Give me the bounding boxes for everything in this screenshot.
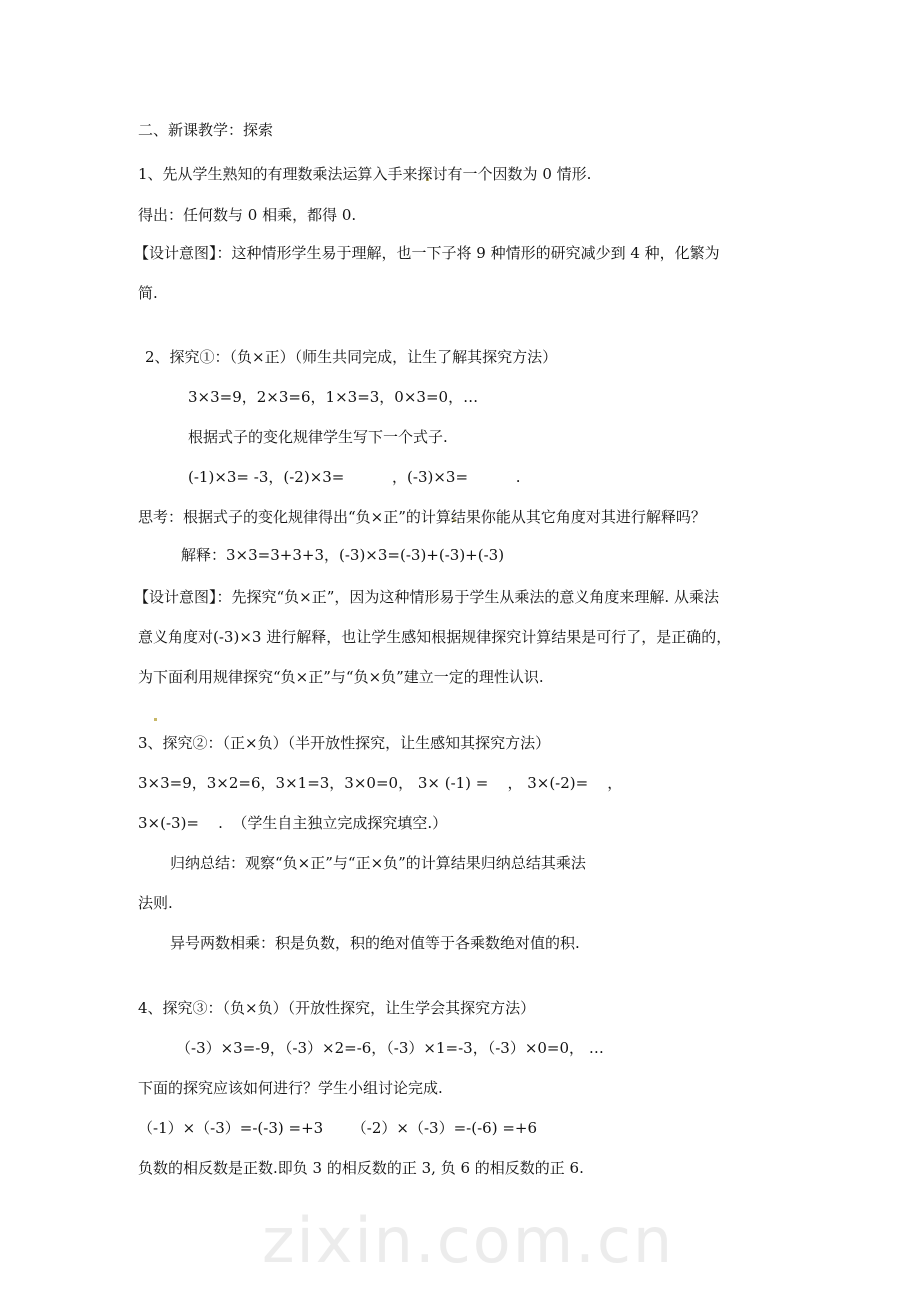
paragraph: 1、先从学生熟知的有理数乘法运算入手来探讨有一个因数为 0 情形. <box>138 165 592 183</box>
stray-mark <box>154 718 157 721</box>
formula-line: （-3）×3=-9，（-3）×2=-6，（-3）×1=-3，（-3）×0=0， … <box>176 1039 604 1057</box>
item-heading: 3、探究②：（正×负）（半开放性探究，让生感知其探究方法） <box>138 734 551 752</box>
paragraph: 为下面利用规律探究“负×正”与“负×负”建立一定的理性认识. <box>138 668 544 686</box>
paragraph: 得出：任何数与 0 相乘，都得 0. <box>138 206 357 224</box>
paragraph: 法则. <box>138 894 173 912</box>
formula-line: 3×3=9，3×2=6，3×1=3，3×0=0， 3× (-1) = ， 3×(-2)= ， <box>138 774 623 792</box>
item-heading: 4、探究③：（负×负）（开放性探究，让生学会其探究方法） <box>138 999 536 1017</box>
formula-line: 解释：3×3=3+3+3，(-3)×3=(-3)+(-3)+(-3) <box>181 546 505 564</box>
section-heading: 二、新课教学：探索 <box>138 121 274 139</box>
paragraph: 【设计意图】：先探究“负×正”，因为这种情形易于学生从乘法的意义角度来理解. 从乘法 <box>134 588 719 606</box>
watermark: zixin.com.cn <box>262 1204 675 1277</box>
formula-line: 3×(-3)= . （学生自主独立完成探究填空.） <box>138 814 448 832</box>
paragraph: 异号两数相乘：积是负数，积的绝对值等于各乘数绝对值的积. <box>170 934 580 952</box>
paragraph: 归纳总结：观察“负×正”与“正×负”的计算结果归纳总结其乘法 <box>170 854 586 872</box>
item-heading: 2、探究①：（负×正）（师生共同完成，让生了解其探究方法） <box>145 348 558 366</box>
paragraph: 下面的探究应该如何进行？学生小组讨论完成. <box>138 1079 443 1097</box>
paragraph: 思考：根据式子的变化规律得出“负×正”的计算结果你能从其它角度对其进行解释吗？ <box>138 508 706 526</box>
paragraph: 简. <box>138 284 158 302</box>
formula-line: （-1）×（-3）=-(-3) =+3 （-2）×（-3）=-(-6) =+6 <box>138 1119 537 1137</box>
formula-line: (-1)×3= -3，(-2)×3= ，(-3)×3= . <box>188 468 521 486</box>
formula-line: 3×3=9，2×3=6，1×3=3，0×3=0，… <box>188 388 479 406</box>
paragraph: 负数的相反数是正数.即负 3 的相反数的正 3, 负 6 的相反数的正 6. <box>138 1159 584 1177</box>
paragraph: 意义角度对(-3)×3 进行解释，也让学生感知根据规律探究计算结果是可行了，是正确的， <box>138 628 732 646</box>
paragraph: 【设计意图】：这种情形学生易于理解，也一下子将 9 种情形的研究减少到 4 种，化繁为 <box>134 244 720 262</box>
paragraph: 根据式子的变化规律学生写下一个式子. <box>188 428 448 446</box>
